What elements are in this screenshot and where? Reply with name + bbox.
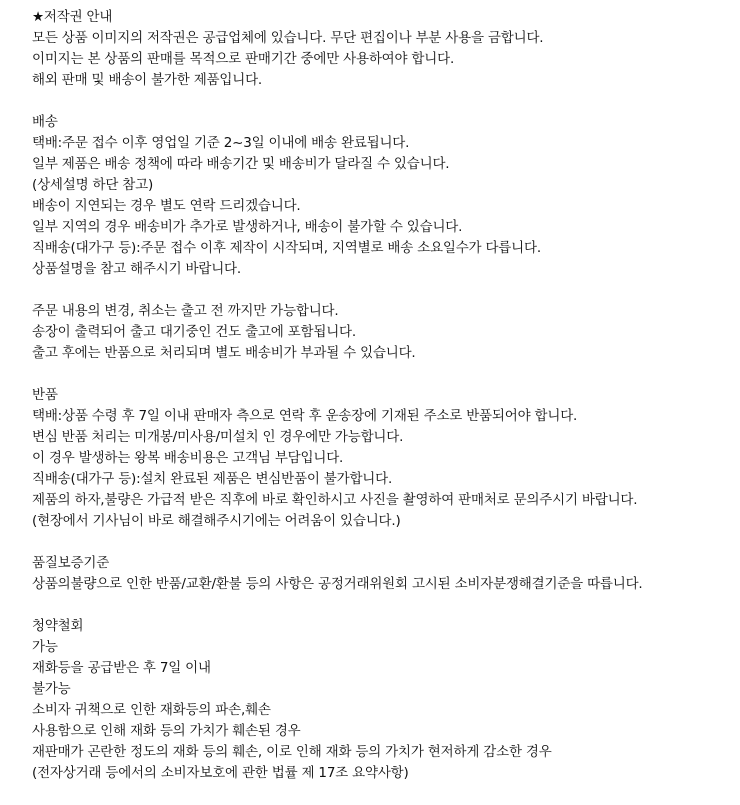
section-quality-guarantee: [32, 553, 732, 595]
text-line: 상품설명을 참고 해주시기 바랍니다.: [32, 261, 241, 277]
section-returns: [32, 385, 732, 532]
text-line: 제품의 하자,불량은 가급적 받은 직후에 바로 확인하시고 사진을 촬영하여 판매처로 문의주시기 바랍니다.: [32, 492, 638, 508]
text-line: 이 경우 발생하는 왕복 배송비용은 고객님 부담입니다.: [32, 450, 344, 466]
text-line: 모든 상품 이미지의 저작권은 공급업체에 있습니다. 무단 편집이나 부분 사용을 금합니다.: [32, 30, 544, 46]
text-line: (현장에서 기사님이 바로 해결해주시기에는 어려움이 있습니다.): [32, 513, 401, 529]
text-line: (상세설명 하단 참고): [32, 177, 154, 193]
text-line: 주문 내용의 변경, 취소는 출고 전 까지만 가능합니다.: [32, 303, 339, 319]
text-line: 가능: [32, 639, 58, 655]
text-line: 출고 후에는 반품으로 처리되며 별도 배송비가 부과될 수 있습니다.: [32, 345, 416, 361]
text-line: 재판매가 곤란한 정도의 재화 등의 훼손, 이로 인해 재화 등의 가치가 현저하게 감소한 경우: [32, 744, 552, 760]
section-heading: 청약철회: [32, 618, 84, 634]
text-line: 해외 판매 및 배송이 불가한 제품입니다.: [32, 72, 263, 88]
text-line: 재화등을 공급받은 후 7일 이내: [32, 660, 211, 676]
text-line: 일부 지역의 경우 배송비가 추가로 발생하거나, 배송이 불가할 수 있습니다.: [32, 219, 463, 235]
text-line: 직배송(대가구 등):주문 접수 이후 제작이 시작되며, 지역별로 배송 소요일수가 다릅니다.: [32, 240, 541, 256]
section-copyright: [32, 7, 732, 91]
text-line: 불가능: [32, 681, 71, 697]
text-line: (전자상거래 등에서의 소비자보호에 관한 법률 제 17조 요약사항): [32, 765, 409, 781]
text-line: 일부 제품은 배송 정책에 따라 배송기간 및 배송비가 달라질 수 있습니다.: [32, 156, 450, 172]
text-line: 직배송(대가구 등):설치 완료된 제품은 변심반품이 불가합니다.: [32, 471, 393, 487]
text-line: 이미지는 본 상품의 판매를 목적으로 판매기간 중에만 사용하여야 합니다.: [32, 51, 455, 67]
section-withdrawal: [32, 616, 732, 784]
section-shipping: [32, 112, 732, 280]
text-line: 택배:상품 수령 후 7일 이내 판매자 측으로 연락 후 운송장에 기재된 주소로 반품되어야 합니다.: [32, 408, 578, 424]
text-line: 소비자 귀책으로 인한 재화등의 파손,훼손: [32, 702, 271, 718]
text-line: 사용함으로 인해 재화 등의 가치가 훼손된 경우: [32, 723, 301, 739]
section-order-change: [32, 301, 732, 364]
text-line: 변심 반품 처리는 미개봉/미사용/미설치 인 경우에만 가능합니다.: [32, 429, 404, 445]
text-line: 택배:주문 접수 이후 영업일 기준 2~3일 이내에 배송 완료됩니다.: [32, 135, 410, 151]
text-line: 상품의불량으로 인한 반품/교환/환불 등의 사항은 공정거래위원회 고시된 소비자분쟁해결기준을 따릅니다.: [32, 576, 643, 592]
text-line: 송장이 출력되어 출고 대기중인 건도 출고에 포함됩니다.: [32, 324, 356, 340]
text-line: 배송이 지연되는 경우 별도 연락 드리겠습니다.: [32, 198, 301, 214]
section-heading: 품질보증기준: [32, 555, 110, 571]
section-heading: ★저작권 안내: [32, 9, 113, 25]
section-heading: 배송: [32, 114, 58, 130]
product-policy-notice: [32, 7, 732, 805]
section-heading: 반품: [32, 387, 58, 403]
